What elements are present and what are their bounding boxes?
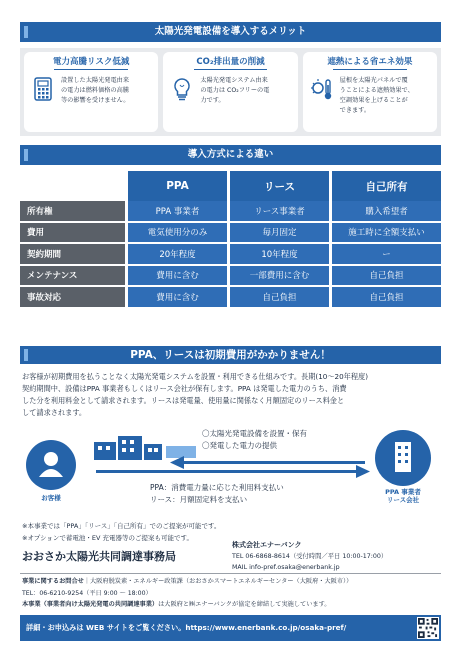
table-cell: ー [329, 244, 441, 266]
table-corner [20, 171, 125, 201]
table-cell: 電気使用分のみ [125, 223, 227, 245]
table-row [20, 223, 441, 245]
website-footer-bar[interactable]: 詳細・お申込みは WEB サイトをご覧ください。https://www.enerbank.co.jp/osaka-pref/ [20, 615, 441, 641]
table-cell: 10年程度 [227, 244, 329, 266]
provider-label: PPA 事業者 リース会社 [385, 488, 421, 504]
no-initial-cost-banner: PPA、リースは初期費用がかかりません！ [20, 346, 441, 364]
benefit-card-co2 [163, 52, 297, 132]
row-header: 契約期間 [20, 244, 125, 266]
benefit-title: 電力高騰リスク低減 [30, 56, 152, 70]
qr-code-icon[interactable] [417, 617, 439, 639]
provider-service-text: 〇太陽光発電設備を設置・保有 〇発電した電力の提供 [202, 429, 307, 450]
comparison-table [20, 171, 441, 309]
table-cell: 自己負担 [329, 266, 441, 288]
customer-label: お客様 [41, 494, 61, 502]
column-header-self-owned: 自己所有 [329, 171, 441, 201]
table-cell: リース事業者 [227, 201, 329, 223]
service-arrow [180, 461, 365, 464]
buildings-icon [92, 432, 202, 462]
contact-mail[interactable]: MAIL info-pref.osaka@enerbank.jp [232, 564, 340, 571]
flow-diagram [20, 428, 441, 528]
lightbulb-icon [169, 76, 195, 102]
payment-arrow [96, 470, 358, 473]
note-item: ※本事業では「PPA」「リース」「自己所有」でのご提案が可能です。 [22, 522, 221, 530]
table-cell: 費用に含む [125, 266, 227, 288]
benefit-text: 太陽光発電システム由来 の電力は CO₂フリーの電 力です。 [200, 77, 270, 104]
benefits-panel [20, 48, 441, 136]
note-item: ※オプションで蓄電池・EV 充電器等のご提案も可能です。 [22, 534, 193, 542]
notes [22, 520, 220, 544]
merits-section-title: 太陽光発電設備を導入するメリット [20, 22, 441, 42]
organization-name: おおさか太陽光共同調達事務局 [22, 550, 176, 563]
benefit-card-cost-risk [24, 52, 158, 132]
payment-text: PPA：消費電力量に応じた利用料支払い リース：月額固定料を支払い [150, 483, 284, 504]
table-cell: PPA 事業者 [125, 201, 227, 223]
table-row [20, 244, 441, 266]
table-cell: 自己負担 [227, 287, 329, 309]
thermometer-icon [309, 76, 335, 102]
table-cell: 施工時に全額支払い [329, 223, 441, 245]
table-cell: 購入希望者 [329, 201, 441, 223]
customer-circle [26, 440, 76, 490]
table-cell: 一部費用に含む [227, 266, 329, 288]
footer-info: 事業に関するお問合せ｜大阪府脱炭素・エネルギー政策課（おおさかスマートエネルギーセンター（大阪府・大阪市）） TEL：06-6210-9254（平日 9:00 ～ 18:00） 本事業（事業者向け太陽光発電の共同調達事業）は大阪府と㈱エナーバンクが協定を締結して実施しています。 [22, 578, 353, 608]
row-header: メンテナンス [20, 266, 125, 288]
table-cell: 費用に含む [125, 287, 227, 309]
table-row [20, 287, 441, 309]
provider-circle [375, 430, 431, 486]
row-header: 費用 [20, 223, 125, 245]
row-header: 所有権 [20, 201, 125, 223]
benefit-card-insulation [303, 52, 437, 132]
divider [20, 573, 441, 574]
arrow-right-icon [356, 465, 370, 478]
table-cell: 自己負担 [329, 287, 441, 309]
company-name: 株式会社エナーバンク [232, 541, 302, 549]
row-header: 事故対応 [20, 287, 125, 309]
contact-tel: TEL 06-6868-8614（受付時間／平日 10:00-17:00） [232, 553, 388, 560]
table-row [20, 266, 441, 288]
benefit-title: CO₂排出量の削減 [169, 56, 291, 70]
description-text: お客様が初期費用を払うことなく太陽光発電システムを設置・利用できる仕組みです。長期(10～20年程度) 契約期間中、設備はPPA 事業者もしくはリース会社が保有します。PPA は発電した電力のうち、消費 した分を利用料金として請求されます。リースは発電量、使用量に関係なく月額固定のリース料金と して請求されます。 [22, 372, 369, 417]
table-cell: 毎月固定 [227, 223, 329, 245]
table-cell: 20年程度 [125, 244, 227, 266]
benefit-title: 遮熱による省エネ効果 [309, 56, 431, 70]
benefit-text: 屋根を太陽光パネルで覆 うことによる遮熱効果で、 空調効果を上げることが できます。 [339, 77, 414, 114]
calculator-icon [30, 76, 56, 102]
contact-block [232, 540, 387, 573]
office-building-icon [375, 430, 431, 486]
methods-section-title: 導入方式による違い [20, 145, 441, 165]
arrow-left-icon [170, 456, 184, 469]
table-row [20, 201, 441, 223]
person-icon [26, 440, 76, 490]
column-header-lease: リース [227, 171, 329, 201]
benefit-text: 設置した太陽光発電由来 の電力は燃料価格の高騰 等の影響を受けません。 [61, 77, 130, 104]
column-header-ppa: PPA [125, 171, 227, 201]
